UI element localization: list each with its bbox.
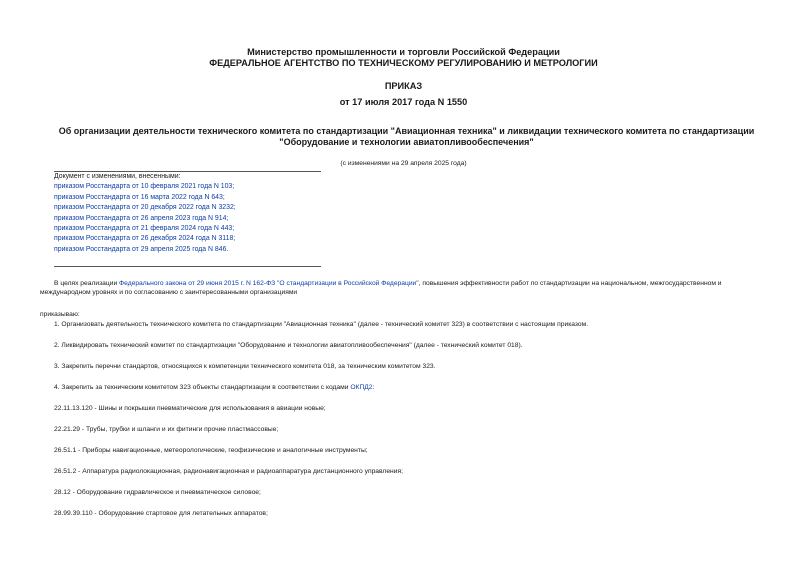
- amendments-bottom-rule: [54, 266, 321, 267]
- clause-1: 1. Организовать деятельность технического комитета по стандартизации "Авиационная техника" (далее - технический комитет 323) в соответствии с настоящим приказом.: [54, 321, 589, 328]
- preamble-prefix: В целях реализации: [54, 280, 120, 287]
- clause-3: 3. Закрепить перечни стандартов, относящихся к компетенции технического комитета 018, за техническим комитетом 323.: [54, 363, 436, 370]
- preamble-suffix: , повышения эффективности работ по стандартизации на национальном, межгосударственном и международном уровнях и по согласованию с заинтересованными организациями: [40, 280, 722, 297]
- ministry-name: Министерство промышленности и торговли Российской Федерации: [247, 47, 560, 57]
- amendments-heading: Документ с изменениями, внесенными:: [54, 173, 181, 180]
- amendment-link[interactable]: приказом Росстандарта от 16 марта 2022 года N 643;: [54, 193, 225, 201]
- clause-4: [54, 383, 374, 392]
- document-title-line2: "Оборудование и технологии авиатопливообеспечения": [279, 137, 534, 147]
- clause-2: 2. Ликвидировать технический комитет по стандартизации "Оборудование и технологии авиатопливообеспечения" (далее - технический комитет 018).: [54, 342, 523, 349]
- code-item: 26.51.1 - Приборы навигационные, метеорологические, геофизические и аналогичные инструменты;: [54, 447, 368, 454]
- document-date: от 17 июля 2017 года N 1550: [339, 97, 468, 107]
- document-title-line1: Об организации деятельности технического комитета по стандартизации "Авиационная техника" и ликвидации технического комитета по стандартизации: [58, 126, 755, 136]
- okpd2-link[interactable]: ОКПД2: [350, 384, 373, 391]
- amendment-link[interactable]: приказом Росстандарта от 26 апреля 2023 года N 914;: [54, 214, 229, 222]
- amendment-link[interactable]: приказом Росстандарта от 26 декабря 2024 года N 3118;: [54, 235, 236, 243]
- clause-4-prefix: 4. Закрепить за техническим комитетом 323 объекты стандартизации в соответствии с кодами: [54, 384, 351, 391]
- clause-4-suffix: :: [372, 384, 375, 391]
- order-word: приказываю:: [40, 311, 80, 318]
- code-item: 28.99.39.110 - Оборудование стартовое для летательных аппаратов;: [54, 510, 268, 517]
- code-item: 22.11.13.120 - Шины и покрышки пневматические для использования в авиации новые;: [54, 405, 326, 412]
- amendment-link[interactable]: приказом Росстандарта от 21 февраля 2024 года N 443;: [54, 225, 235, 233]
- federal-law-link[interactable]: Федерального закона от 29 июня 2015 г. N 162-ФЗ "О стандартизации в Российской Федерации": [119, 280, 419, 287]
- agency-name: ФЕДЕРАЛЬНОЕ АГЕНТСТВО ПО ТЕХНИЧЕСКОМУ РЕГУЛИРОВАНИЮ И МЕТРОЛОГИИ: [209, 58, 598, 68]
- code-item: 26.51.2 - Аппаратура радиолокационная, радионавигационная и радиоаппаратура дистанционного управления;: [54, 468, 403, 475]
- amendment-link[interactable]: приказом Росстандарта от 29 апреля 2025 года N 846.: [54, 245, 229, 253]
- revision-note: (с изменениями на 29 апреля 2025 года): [340, 160, 467, 167]
- code-item: 22.21.29 - Трубы, трубки и шланги и их фитинги прочие пластмассовые;: [54, 426, 279, 433]
- amendment-link[interactable]: приказом Росстандарта от 10 февраля 2021 года N 103;: [54, 183, 235, 191]
- document-type: ПРИКАЗ: [384, 81, 423, 91]
- code-item: 28.12 - Оборудование гидравлическое и пневматическое силовое;: [54, 489, 261, 496]
- preamble-paragraph: [40, 279, 773, 298]
- amendment-link[interactable]: приказом Росстандарта от 20 декабря 2022 года N 3232;: [54, 204, 236, 212]
- amendments-box: [54, 172, 321, 255]
